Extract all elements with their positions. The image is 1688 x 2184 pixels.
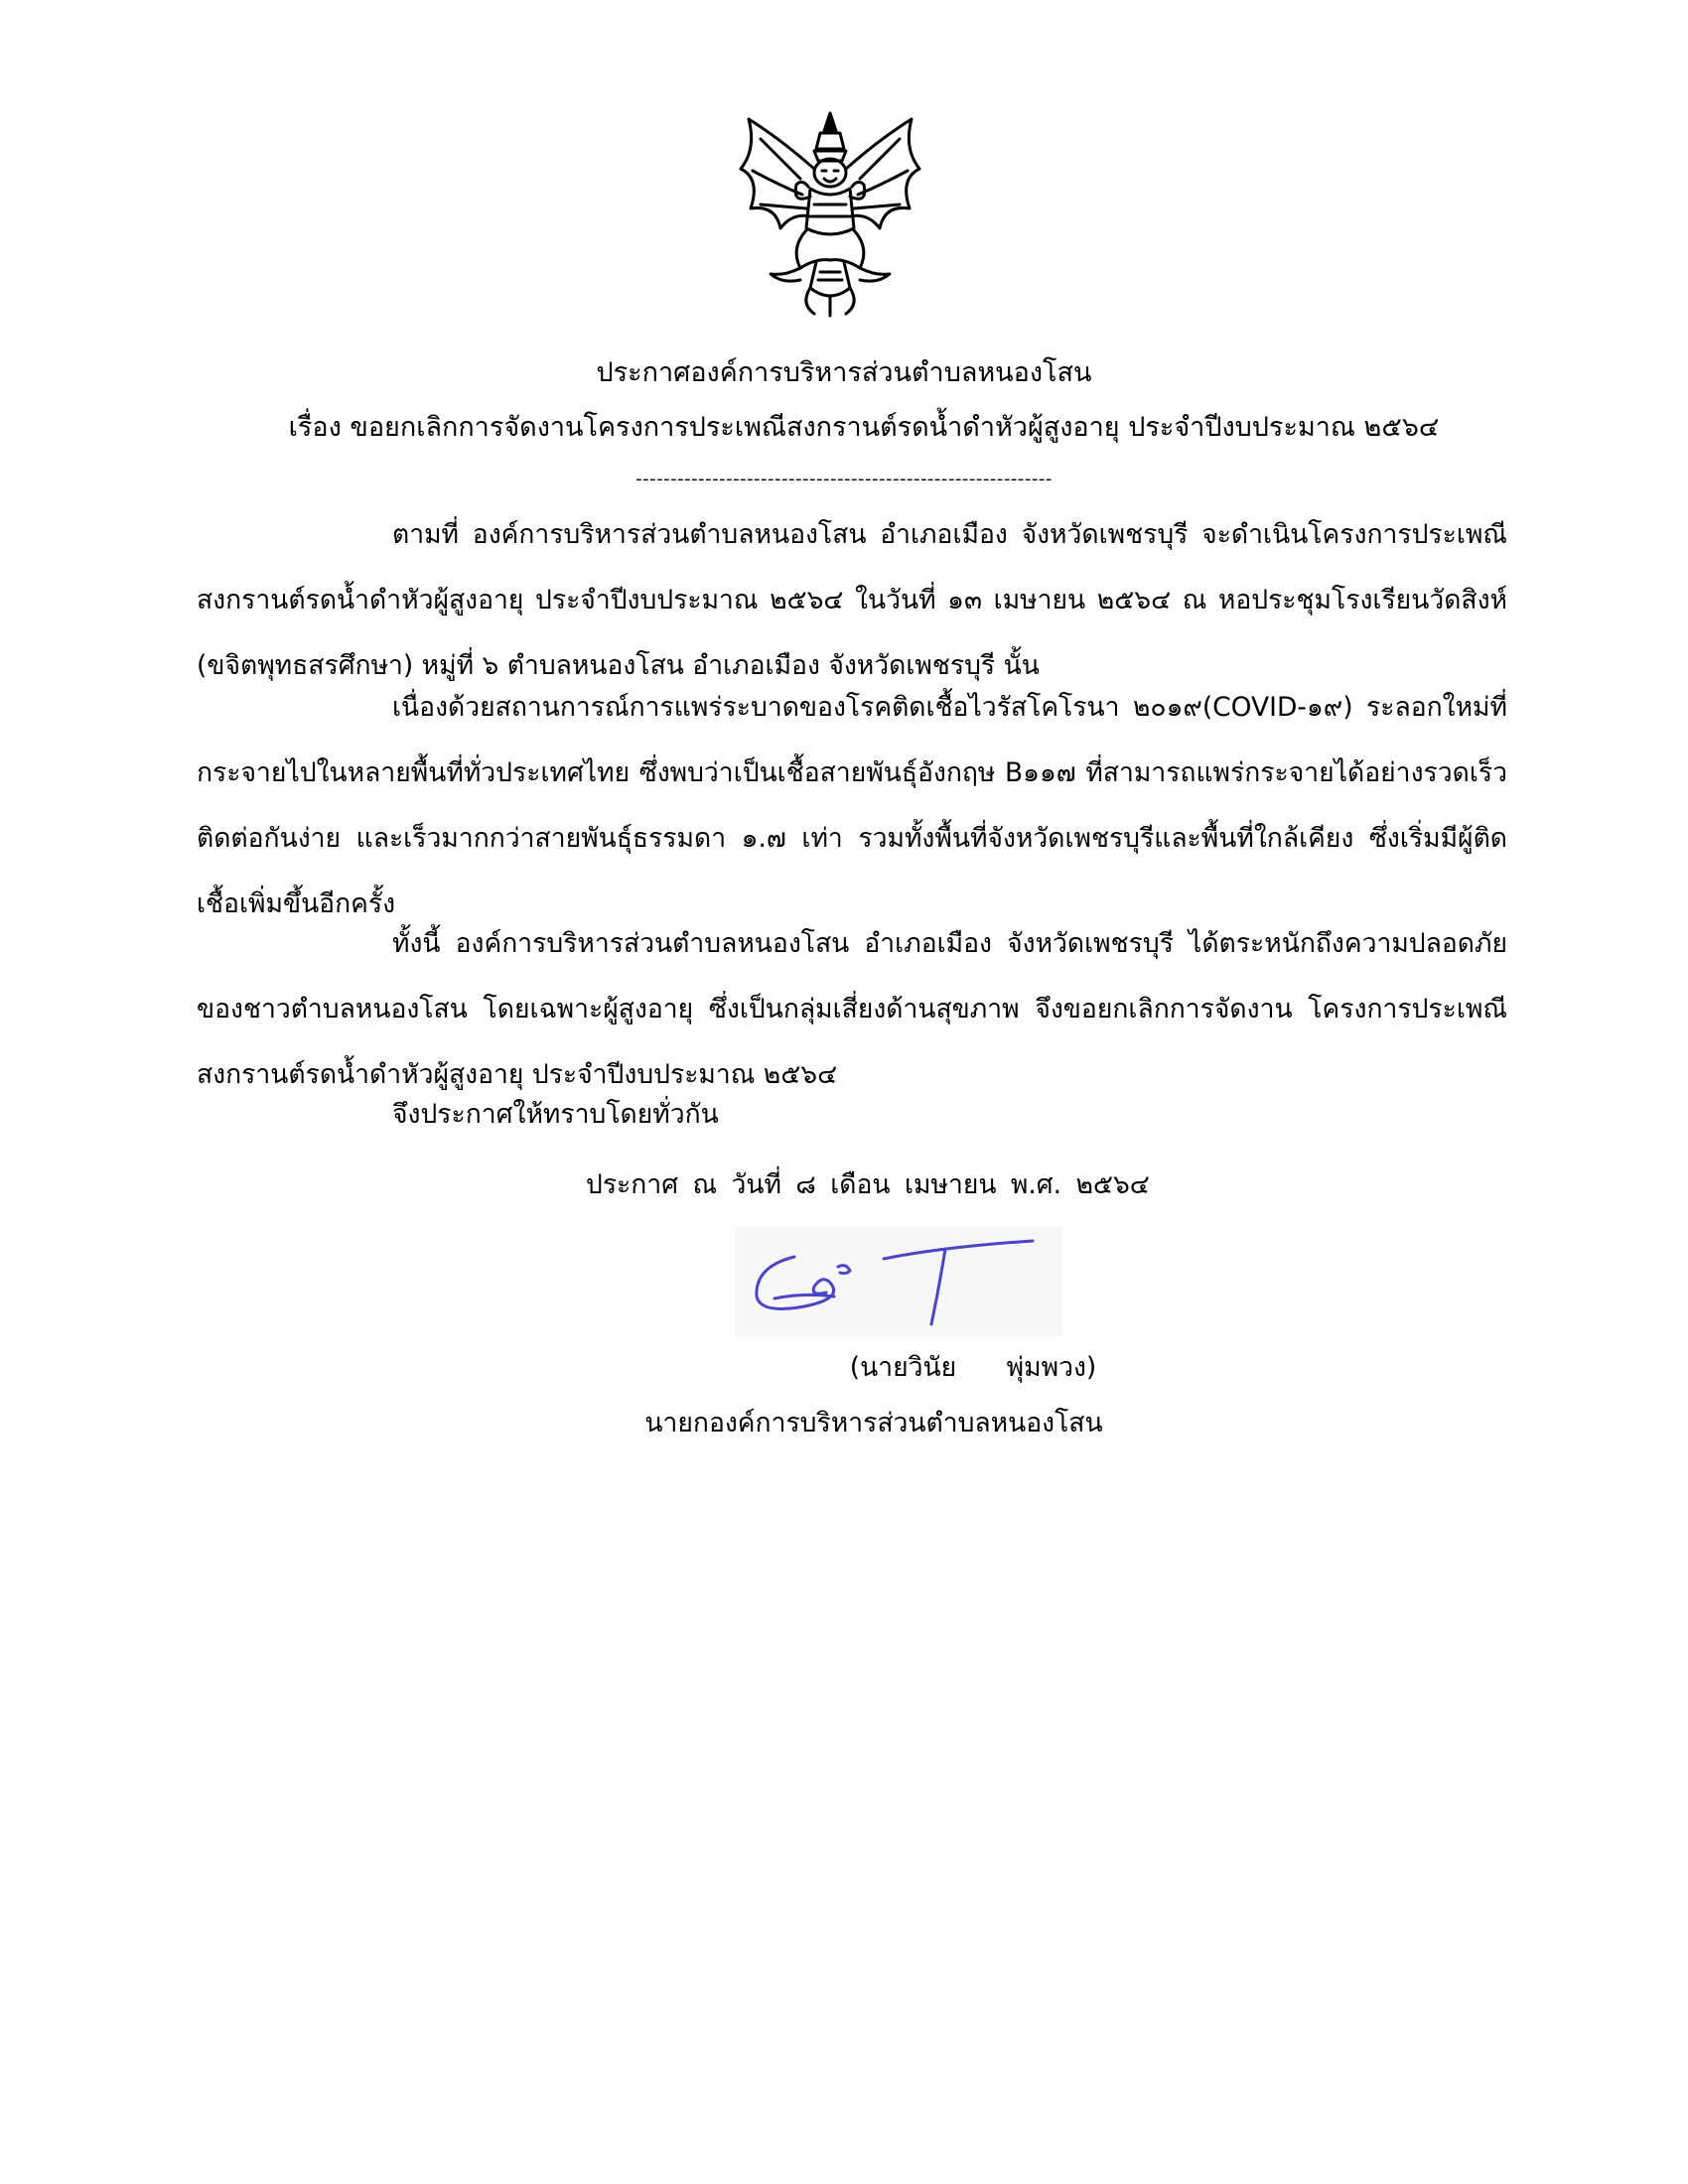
announcement-subject: เรื่อง ขอยกเลิกการจัดงานโครงการประเพณีสงกรานต์รดน้ำดำหัวผู้สูงอายุ ประจำปีงบประมาณ ๒๕๖๔ — [288, 412, 1440, 443]
announcement-date: ประกาศ ณ วันที่ ๘ เดือน เมษายน พ.ศ. ๒๕๖๔ — [586, 1169, 1150, 1200]
signer-position: นายกองค์การบริหารส่วนตำบลหนองโสน — [644, 1408, 1103, 1438]
body-paragraph-2: เนื่องด้วยสถานการณ์การแพร่ระบาดของโรคติดเชื้อไวรัสโคโรนา ๒๐๑๙(COVID-๑๙) ระลอกใหม่ที่กระจายไปในหลายพื้นที่ทั่วประเทศไทย ซึ่งพบว่าเป็นเชื้อสายพันธุ์อังกฤษ B๑๑๗ ที่สามารถแพร่กระจายได้อย่างรวดเร็ว ติดต่อกันง่าย และเร็วมากกว่าสายพันธุ์ธรรมดา ๑.๗ เท่า รวมทั้งพื้นที่จังหวัดเพชรบุรีและพื้นที่ใกล้เคียง ซึ่งเริ่มมีผู้ติดเชื้อเพิ่มขึ้นอีกครั้ง — [197, 692, 1507, 919]
body-paragraph-3: ทั้งนี้ องค์การบริหารส่วนตำบลหนองโสน อำเภอเมือง จังหวัดเพชรบุรี ได้ตระหนักถึงความปลอดภัยของชาวตำบลหนองโสน โดยเฉพาะผู้สูงอายุ ซึ่งเป็นกลุ่มเสี่ยงด้านสุขภาพ จึงขอยกเลิกการจัดงาน โครงการประเพณีสงกรานต์รดน้ำดำหัวผู้สูงอายุ ประจำปีงบประมาณ ๒๕๖๔ — [197, 928, 1507, 1090]
announcement-title: ประกาศองค์การบริหารส่วนตำบลหนองโสน — [596, 357, 1092, 388]
garuda-emblem-icon — [731, 109, 929, 318]
signature-image — [735, 1227, 1062, 1336]
body-paragraph-1: ตามที่ องค์การบริหารส่วนตำบลหนองโสน อำเภอเมือง จังหวัดเพชรบุรี จะดำเนินโครงการประเพณีสงกรานต์รดน้ำดำหัวผู้สูงอายุ ประจำปีงบประมาณ ๒๕๖๔ ในวันที่ ๑๓ เมษายน ๒๕๖๔ ณ หอประชุมโรงเรียนวัดสิงห์ (ขจิตพุทธสรศึกษา) หมู่ที่ ๖ ตำบลหนองโสน อำเภอเมือง จังหวัดเพชรบุรี นั้น — [197, 519, 1507, 681]
body-paragraph-4: จึงประกาศให้ทราบโดยทั่วกัน — [392, 1099, 719, 1130]
signer-name: (นายวินัย พุ่มพวง) — [849, 1352, 1097, 1383]
title-separator: ------------------------------------------------------------ — [635, 469, 1053, 489]
